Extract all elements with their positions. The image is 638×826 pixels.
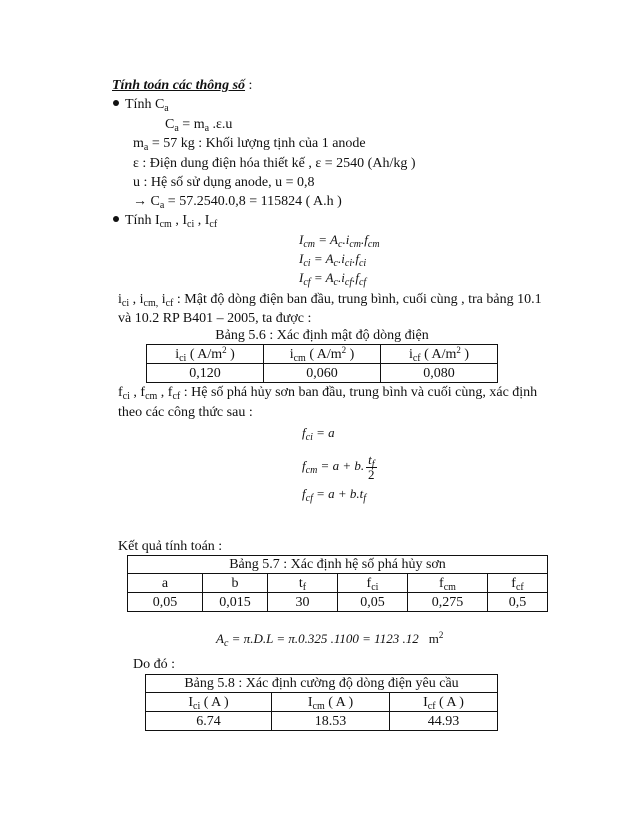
equation-fci: $f_{ci} = a$ <box>302 425 335 443</box>
arrow-right-icon: → <box>133 194 147 209</box>
table-header-row <box>147 345 498 364</box>
ca-result-line: → $C_a = 57.2540.0,8 = 115824$ ( A.h ) <box>133 194 342 211</box>
table-header-cell: $i_{cf}$ ( $A/m^2$ ) <box>381 345 498 364</box>
equation-icf: $I_{cf} = A_c.i_{cf}.f_{cf}$ <box>299 270 367 288</box>
ca-equation: $C_a = m_a$ .ε.u <box>165 117 233 134</box>
table-header-row <box>128 574 548 593</box>
table-cell: 18.53 <box>272 712 390 731</box>
table-header-cell: $i_{cm}$ ( $A/m^2$ ) <box>264 345 381 364</box>
table-header-cell: $f_{cf}$ <box>488 574 548 593</box>
u-line: u : Hệ số sử dụng anode, u = 0,8 <box>133 175 315 190</box>
table-caption: Bảng 5.6 : Xác định mật độ dòng điện <box>147 327 498 345</box>
bullet-tinh-i: Tính $I_{cm}$ , $I_{ci}$ , $I_{cf}$ <box>113 213 217 229</box>
equation-ac: $A_c = \pi.D.L = \pi.0.325$ .1100 = 1123 .12 $m^2$ <box>216 630 444 649</box>
table-row <box>146 712 498 731</box>
table-row <box>128 593 548 612</box>
bullet-icon <box>113 100 119 106</box>
table-cell: 0,060 <box>264 364 381 383</box>
table-5-6 <box>146 327 498 383</box>
table-cell: 0,015 <box>203 593 268 612</box>
paragraph-current-density-line2: và 10.2 RP B401 – 2005, ta được : <box>118 311 312 326</box>
table-header-cell: $t_f$ <box>268 574 338 593</box>
table-cell: 0,05 <box>128 593 203 612</box>
table-cell: 44.93 <box>390 712 498 731</box>
table-header-cell: $I_{cm}$ ( A ) <box>272 693 390 712</box>
table-cell: 0,5 <box>488 593 548 612</box>
table-header-cell: a <box>128 574 203 593</box>
table-header-row <box>146 693 498 712</box>
table-header-cell: $i_{ci}$ ( $A/m^2$ ) <box>147 345 264 364</box>
table-header-cell: $f_{ci}$ <box>338 574 408 593</box>
table-cell: 0,120 <box>147 364 264 383</box>
table-header-cell: $I_{cf}$ ( A ) <box>390 693 498 712</box>
bullet-tinh-ca: Tính $C_a$ <box>113 97 169 113</box>
table-cell: 0,275 <box>408 593 488 612</box>
do-do-label: Do đó : <box>133 657 175 672</box>
table-cell: 6.74 <box>146 712 272 731</box>
table-5-8 <box>145 674 498 731</box>
paragraph-coating-factor-line2: theo các công thức sau : <box>118 405 253 420</box>
table-header-cell: $I_{ci}$ ( A ) <box>146 693 272 712</box>
results-label: Kết quả tính toán : <box>118 539 223 554</box>
table-caption: Bảng 5.8 : Xác định cường độ dòng điện yêu cầu <box>146 675 498 693</box>
equation-ici: $I_{ci} = A_c.i_{ci}.f_{ci}$ <box>299 251 367 269</box>
fraction: $\frac{t_f}{2}$ <box>368 451 375 482</box>
table-cell: 0,05 <box>338 593 408 612</box>
table-row <box>147 364 498 383</box>
bullet-icon <box>113 216 119 222</box>
equation-fcf: $f_{cf} = a + b.t_f$ <box>302 486 367 504</box>
paragraph-coating-factor: $f_{ci}$ , $f_{cm}$ , $f_{cf}$ : Hệ số phá hủy sơn ban đầu, trung bình và cuối cùng, xác định <box>118 385 538 402</box>
equation-icm: $I_{cm} = A_c.i_{cm}.f_{cm}$ <box>299 232 380 250</box>
table-caption: Bảng 5.7 : Xác định hệ số phá hủy sơn <box>128 556 548 574</box>
epsilon-line: ε : Điện dung điện hóa thiết kế , ε = 2540 (Ah/kg ) <box>133 156 416 171</box>
table-5-7 <box>127 555 548 612</box>
section-heading: Tính toán các thông số : <box>112 78 253 93</box>
equation-fcm: $f_{cm} = a + b$. $\frac{t_f}{2}$ <box>302 451 375 482</box>
table-header-cell: $f_{cm}$ <box>408 574 488 593</box>
paragraph-current-density: $i_{ci}$ , $i_{cm,}$ $i_{cf}$ : Mật độ dòng điện ban đầu, trung bình, cuối cùng , tra bảng 10.1 <box>118 292 542 309</box>
ma-line: $m_a = 57$ kg : Khối lượng tịnh của 1 anode <box>133 136 366 153</box>
table-cell: 30 <box>268 593 338 612</box>
table-header-cell: b <box>203 574 268 593</box>
table-cell: 0,080 <box>381 364 498 383</box>
